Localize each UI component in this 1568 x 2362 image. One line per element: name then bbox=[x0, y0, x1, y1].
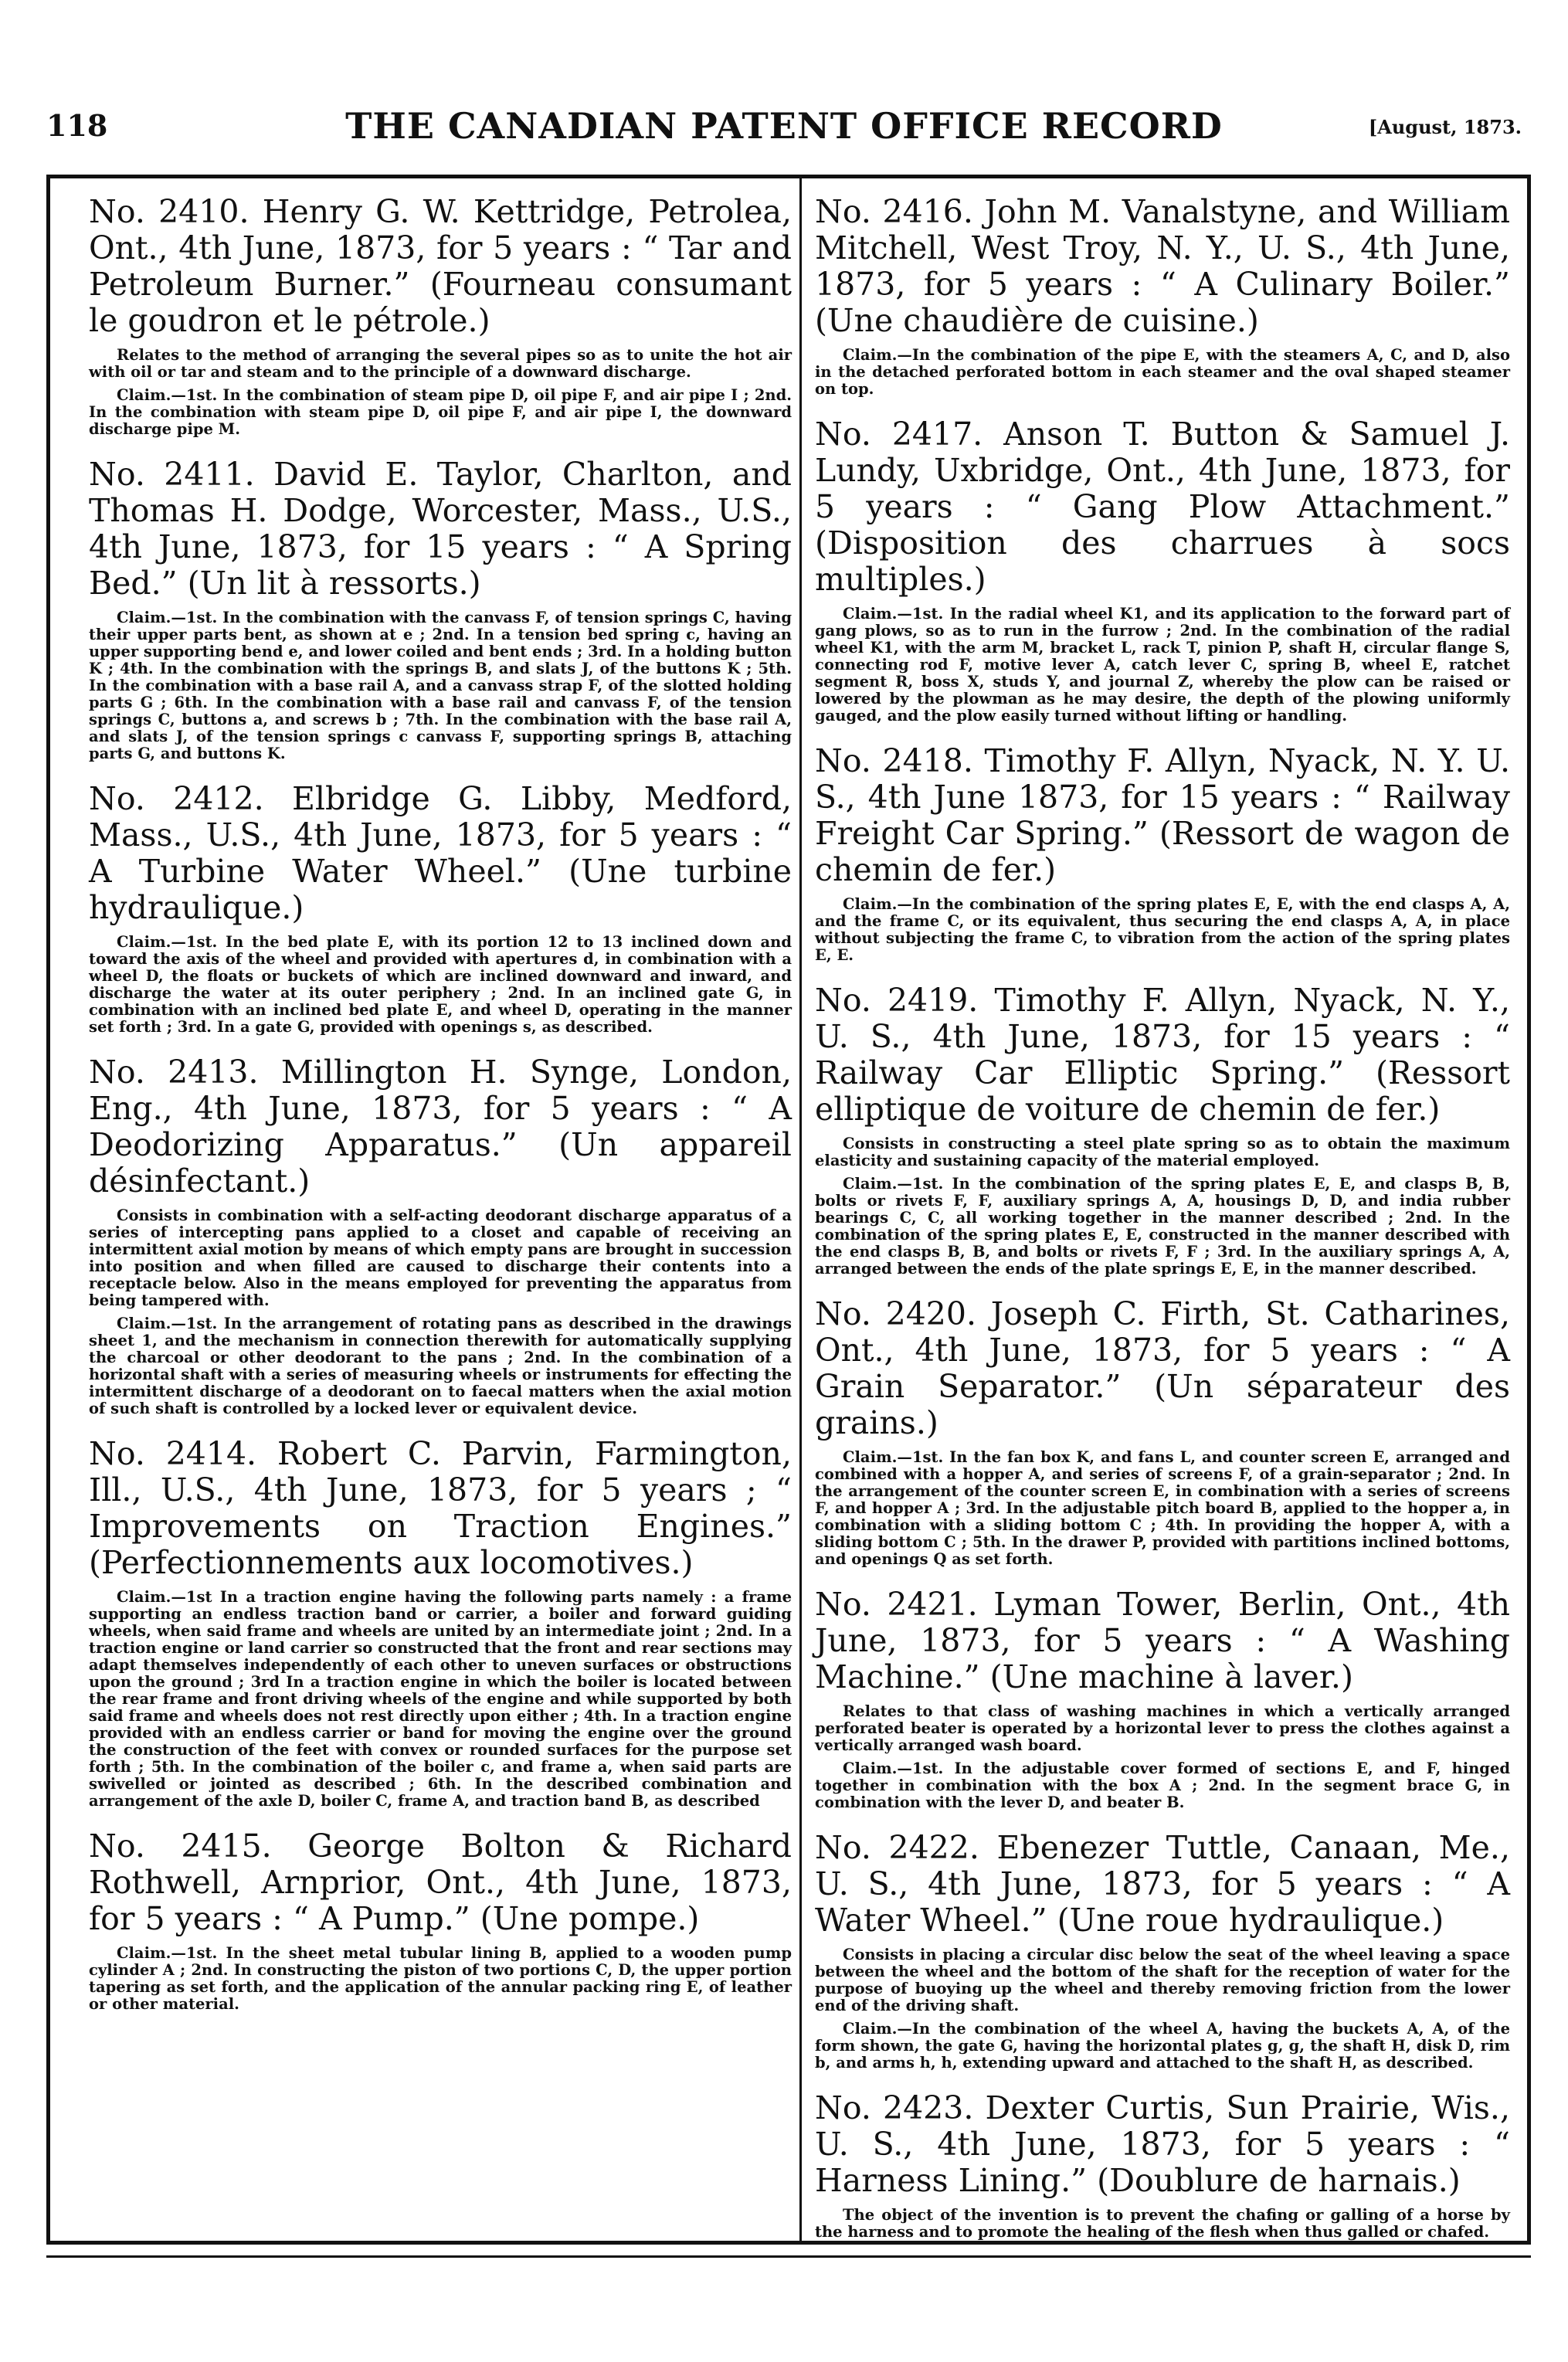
patent-title: Ebenezer Tuttle, Canaan, Me., U. S., 4th June, 1873, for 5 years : “ A Water Wheel.” (Une roue hydraulique.) bbox=[815, 1829, 1510, 1939]
patent-entry bbox=[815, 1587, 1510, 1811]
patent-title: Lyman Tower, Berlin, Ont., 4th June, 1873, for 5 years : “ A Washing Machine.” (Une machine à laver.) bbox=[815, 1586, 1510, 1695]
patent-heading bbox=[815, 416, 1510, 598]
patent-description: Consists in constructing a steel plate spring so as to obtain the maximum elasticity and sustaining capacity of the material employed. bbox=[815, 1135, 1510, 1169]
patent-title: Dexter Curtis, Sun Prairie, Wis., U. S., 4th June, 1873, for 5 years : “ Harness Lining.” (Doublure de harnais.) bbox=[815, 2089, 1510, 2199]
patent-heading bbox=[89, 1436, 792, 1581]
patent-claim: Claim.—1st. In the combination of steam pipe D, oil pipe F, and air pipe I ; 2nd. In the combination with steam pipe D, oil pipe F, and air pipe I, the downward discharge pipe M. bbox=[89, 386, 792, 438]
patent-claim: Claim.—In the combination of the spring plates E, E, with the end clasps A, A, and the frame C, or its equivalent, thus securing the end clasps A, A, in place without subjecting the frame C, to vibration from the action of the spring plates E, E. bbox=[815, 895, 1510, 964]
patent-title: David E. Taylor, Charlton, and Thomas H. Dodge, Worcester, Mass., U.S., 4th June, 1873, for 15 years : “ A Spring Bed.” (Un lit à ressorts.) bbox=[89, 456, 792, 602]
patent-heading bbox=[89, 456, 792, 602]
left-column bbox=[89, 194, 792, 2225]
patent-entry bbox=[815, 1296, 1510, 1568]
patent-title: Joseph C. Firth, St. Catharines, Ont., 4th June, 1873, for 5 years : “ A Grain Separator.” (Un séparateur des grains.) bbox=[815, 1295, 1510, 1441]
patent-entry bbox=[815, 2090, 1510, 2241]
patent-entry bbox=[815, 743, 1510, 964]
page-frame bbox=[46, 175, 1531, 2245]
patent-heading bbox=[815, 2090, 1510, 2199]
issue-date: [August, 1873. bbox=[1368, 116, 1522, 138]
patent-heading bbox=[815, 1830, 1510, 1939]
patent-number: No. 2422. bbox=[815, 1829, 979, 1866]
right-column bbox=[815, 193, 1510, 2241]
patent-description: Relates to that class of washing machines in which a vertically arranged perforated beater is operated by a horizontal lever to press the clothes against a vertically arranged wash board. bbox=[815, 1702, 1510, 1754]
patent-claim: Claim.—1st. In the adjustable cover formed of sections E, and F, hinged together in combination with the box A ; 2nd. In the segment brace G, in combination with the lever D, and beater B. bbox=[815, 1760, 1510, 1811]
patent-entry bbox=[89, 194, 792, 438]
patent-heading bbox=[89, 1054, 792, 1200]
patent-heading bbox=[89, 1828, 792, 1937]
patent-heading bbox=[815, 982, 1510, 1128]
patent-number: No. 2418. bbox=[815, 742, 973, 779]
patent-claim: Claim.—1st. In the combination of the spring plates E, E, and clasps B, B, bolts or rivets F, F, auxiliary springs A, A, housings D, D, and india rubber bearings C, C, all working together in the manner described ; 2nd. In the combination of the spring plates E, E, constructed in the manner described with the end clasps B, B, and bolts or rivets F, F ; 3rd. In the auxiliary springs A, A, arranged between the ends of the plate springs E, E, in the manner described. bbox=[815, 1175, 1510, 1278]
patent-claim: Claim.—1st In a traction engine having the following parts namely : a frame supporting an endless traction band or carrier, a boiler and forward guiding wheels, when said frame and wheels are united by an intermediate joint ; 2nd. In a traction engine or land carrier so constructed that the front and rear sections may adapt themselves independently of each other to uneven surfaces or obstructions upon the ground ; 3rd In a traction engine in which the boiler is located between the rear frame and front driving wheels of the engine and while supported by both said frame and wheels does not rest directly upon either ; 4th. In a traction engine provided with an endless carrier or band for moving the engine over the ground the construction of the feet with convex or rounded surfaces for the purpose set forth ; 5th. In the combination of the boiler c, and frame a, when said parts are swivelled or jointed as described ; 6th. In the described combination and arrangement of the axle D, boiler C, frame A, and traction band B, as described bbox=[89, 1588, 792, 1810]
patent-claim: Claim.—1st. In the fan box K, and fans L, and counter screen E, arranged and combined with a hopper A, and series of screens F, of a grain-separator ; 2nd. In the arrangement of the counter screen E, in combination with a series of screens F, and hopper A ; 3rd. In the adjustable pitch board B, applied to the hopper a, in combination with a sliding bottom C ; 4th. In providing the hopper A, with a sliding bottom C ; 5th. In the drawer P, provided with partitions inclined bottoms, and openings Q as set forth. bbox=[815, 1448, 1510, 1568]
patent-entry bbox=[815, 194, 1510, 398]
patent-entry bbox=[815, 1830, 1510, 2072]
patent-entry bbox=[89, 1436, 792, 1810]
patent-title: George Bolton & Richard Rothwell, Arnprior, Ont., 4th June, 1873, for 5 years : “ A Pump.” (Une pompe.) bbox=[89, 1827, 792, 1937]
patent-number: No. 2414. bbox=[89, 1435, 257, 1472]
patent-entry bbox=[89, 456, 792, 762]
patent-number: No. 2411. bbox=[89, 456, 255, 493]
patent-number: No. 2419. bbox=[815, 982, 979, 1019]
patent-claim: Claim.—In the combination of the wheel A, having the buckets A, A, of the form shown, the gate G, having the horizontal plates g, g, the shaft H, disk D, rim b, and arms h, h, extending upward and attached to the shaft H, as described. bbox=[815, 2020, 1510, 2072]
patent-heading bbox=[815, 743, 1510, 888]
patent-entry bbox=[815, 982, 1510, 1278]
bottom-rule bbox=[46, 2255, 1531, 2258]
patent-entry bbox=[89, 1054, 792, 1417]
patent-title: Elbridge G. Libby, Medford, Mass., U.S., 4th June, 1873, for 5 years : “ A Turbine Water Wheel.” (Une turbine hydraulique.) bbox=[89, 780, 792, 926]
journal-title: THE CANADIAN PATENT OFFICE RECORD bbox=[345, 105, 1223, 147]
patent-heading bbox=[815, 1587, 1510, 1695]
patent-title: Timothy F. Allyn, Nyack, N. Y., U. S., 4th June, 1873, for 15 years : “ Railway Car Elliptic Spring.” (Ressort elliptique de voiture de chemin de fer.) bbox=[815, 982, 1510, 1128]
patent-description: Consists in placing a circular disc below the seat of the wheel leaving a space between the wheel and the bottom of the shaft for the reception of water for the purpose of buoying up the wheel and thereby removing friction from the lower end of the driving shaft. bbox=[815, 1946, 1510, 2014]
patent-title: Henry G. W. Kettridge, Petrolea, Ont., 4th June, 1873, for 5 years : “ Tar and Petroleum Burner.” (Fourneau consumant le goudron et le pétrole.) bbox=[89, 193, 792, 339]
patent-claim: Claim.—In the combination of the pipe E, with the steamers A, C, and D, also in the detached perforated bottom in each steamer and the oval shaped steamer on top. bbox=[815, 346, 1510, 398]
page-number: 118 bbox=[46, 108, 108, 143]
patent-description: Relates to the method of arranging the several pipes so as to unite the hot air with oil or tar and steam and to the principle of a downward discharge. bbox=[89, 346, 792, 381]
patent-claim: Claim.—1st. In the arrangement of rotating pans as described in the drawings sheet 1, and the mechanism in connection therewith for automatically supplying the charcoal or other deodorant to the pans ; 2nd. In the combination of a horizontal shaft with a series of measuring wheels or instruments for effecting the intermittent discharge of a deodorant on to faecal matters when the axial motion of such shaft is controlled by a locked lever or equivalent device. bbox=[89, 1315, 792, 1417]
patent-number: No. 2417. bbox=[815, 416, 983, 453]
patent-title: John M. Vanalstyne, and William Mitchell, West Troy, N. Y., U. S., 4th June, 1873, for 5 years : “ A Culinary Boiler.” (Une chaudière de cuisine.) bbox=[815, 193, 1510, 339]
patent-number: No. 2415. bbox=[89, 1827, 272, 1865]
patent-description: Consists in combination with a self-acting deodorant discharge apparatus of a series of intercepting pans applied to a closet and capable of receiving an intermittent axial motion by means of which empty pans are brought in succession into position and when filled are caused to discharge their contents into a receptacle below. Also in the means employed for preventing the apparatus from being tampered with. bbox=[89, 1206, 792, 1309]
patent-number: No. 2413. bbox=[89, 1054, 259, 1091]
page-header bbox=[46, 105, 1522, 154]
patent-number: No. 2420. bbox=[815, 1295, 976, 1332]
patent-heading bbox=[89, 781, 792, 926]
patent-title: Timothy F. Allyn, Nyack, N. Y. U. S., 4th June 1873, for 15 years : “ Railway Freight Car Spring.” (Ressort de wagon de chemin de fer.) bbox=[815, 742, 1510, 888]
patent-description: The object of the invention is to prevent the chafing or galling of a horse by the harness and to promote the healing of the flesh when thus galled or chafed. bbox=[815, 2206, 1510, 2241]
patent-title: Millington H. Synge, London, Eng., 4th June, 1873, for 5 years : “ A Deodorizing Apparatus.” (Un appareil désinfectant.) bbox=[89, 1054, 792, 1200]
patent-entry bbox=[89, 781, 792, 1036]
patent-claim: Claim.—1st. In the sheet metal tubular lining B, applied to a wooden pump cylinder A ; 2nd. In constructing the piston of two portions C, D, the upper portion tapering as set forth, and the application of the annular packing ring E, of leather or other material. bbox=[89, 1944, 792, 2013]
patent-number: No. 2412. bbox=[89, 780, 264, 817]
patent-entry bbox=[89, 1828, 792, 2013]
patent-number: No. 2423. bbox=[815, 2089, 974, 2126]
patent-title: Anson T. Button & Samuel J. Lundy, Uxbridge, Ont., 4th June, 1873, for 5 years : “ Gang Plow Attachment.” (Disposition des charrues à socs multiples.) bbox=[815, 416, 1510, 598]
column-divider bbox=[799, 178, 802, 2241]
patent-claim: Claim.—1st. In the combination with the canvass F, of tension springs C, having their upper parts bent, as shown at e ; 2nd. In a tension bed spring c, having an upper supporting bend e, and lower coiled and bent ends ; 3rd. In a holding button K ; 4th. In the combination with the springs B, and slats J, of the buttons K ; 5th. In the combination with a base rail A, and a canvass strap F, of the slotted holding parts G ; 6th. In the combination with a base rail and canvass F, of the tension springs C, buttons a, and screws b ; 7th. In the combination with the base rail A, and slats J, of the tension springs c canvass F, supporting springs B, attaching parts G, and buttons K. bbox=[89, 609, 792, 762]
patent-heading bbox=[815, 194, 1510, 339]
patent-heading bbox=[89, 194, 792, 339]
patent-claim: Claim.—1st. In the radial wheel K1, and its application to the forward part of gang plows, so as to run in the furrow ; 2nd. In the combination of the radial wheel K1, with the arm M, bracket L, rack T, pinion P, shaft H, circular flange S, connecting rod F, motive lever A, catch lever C, spring B, wheel E, ratchet segment R, boss X, studs Y, and journal Z, whereby the plow can be raised or lowered by the plowman as he may desire, the depth of the plowing uniformly gauged, and the plow easily turned without lifting or handling. bbox=[815, 605, 1510, 725]
patent-number: No. 2421. bbox=[815, 1586, 978, 1623]
patent-number: No. 2416. bbox=[815, 193, 973, 230]
patent-entry bbox=[815, 416, 1510, 725]
patent-claim: Claim.—1st. In the bed plate E, with its portion 12 to 13 inclined down and toward the axis of the wheel and provided with apertures d, in combination with a wheel D, the floats or buckets of which are inclined downward and inward, and discharge the water at its outer periphery ; 2nd. In an inclined gate G, in combination with an inclined bed plate E, and wheel D, operating in the manner set forth ; 3rd. In a gate G, provided with openings s, as described. bbox=[89, 933, 792, 1036]
patent-heading bbox=[815, 1296, 1510, 1441]
patent-number: No. 2410. bbox=[89, 193, 249, 230]
patent-title: Robert C. Parvin, Farmington, Ill., U.S., 4th June, 1873, for 5 years ; “ Improvements on Traction Engines.” (Perfectionnements aux locomotives.) bbox=[89, 1435, 792, 1581]
